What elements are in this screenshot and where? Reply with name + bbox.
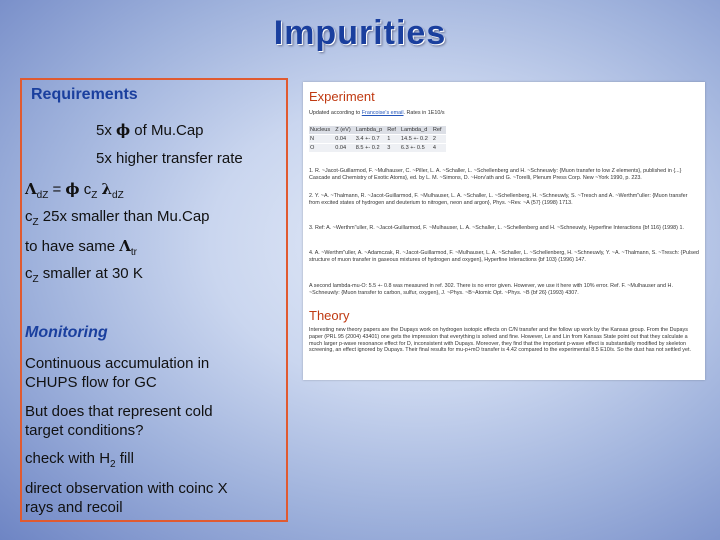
th-nucleus: Nucleus [309,126,334,135]
slide-title: Impurities [273,14,447,52]
cell: 1 [386,135,400,144]
monitoring-heading: Monitoring [25,324,108,341]
th-z: Z (eV) [334,126,355,135]
table-row [309,135,446,144]
cell: 0.04 [334,144,355,153]
email-link[interactable]: Francoise's email [361,110,404,116]
cell: 4 [432,144,446,153]
reference-1: 1. R. ~Jacot-Guillarmod, F. ~Mulhauser, C. ~Piller, L. A. ~Schaller, L. ~Schellenberg and H. ~Schneuwly: {Muon transfer to low Z elements}, published in {...} Cascade and Chemistry of Exotic Atoms}, ed. by L. M. ~Simons, D. ~Horv'ath and G. ~Torelli, Plenum Press Corp. New ~York 1990, p. 223. [309,168,682,181]
theory-heading: Theory [309,308,350,323]
cz-30k-line: $c_Z$ smaller at 30 K [25,265,143,285]
cell: 6.3 +- 0.5 [400,144,432,153]
impurity-table [309,126,446,153]
cell: 3.4 +- 0.7 [355,135,386,144]
th-ref: Ref [386,126,400,135]
monitoring-line-2: But does that represent cold target conditions? [25,403,213,439]
th-lambda-d: Lambda_d [400,126,432,135]
cell: O [309,144,334,153]
same-rate-line: to have same $\Lambda_{tr}$ [25,237,137,258]
table-row [309,144,446,153]
cell: 14.5 +- 0.2 [400,135,432,144]
cell: 0.04 [334,135,355,144]
theory-text: Interesting new theory papers are the Dupays work on hydrogen isotopic effects on C/N transfer and the follow up work by the Kansas group. From the Dupays paper (PRL 95 (2004) 43401) one gets the impression that everything is solved and fine. However, Le and Lin from Kansas State point out that they calculate a much larger p-wave resonance effect for D, inconsistent with Dupays. Moreover, they find that the important p-wave effect is substantially modified by skeleton screening, an effect ignored by Dupays. Their final results for mu-p+mO transfer is 4.42 compared to the experimental 8.5 E10/s. So the dust has not settled yet. [309,327,691,354]
th-lambda-p: Lambda_p [355,126,386,135]
reference-4: 4. A. ~Werthm"uller, A. ~Adamczak, R. ~Jacot-Guillarmod, F. ~Mulhauser, L. A. ~Schaller, L. ~Schellenberg, H. ~Schneuwly, Y. ~A. ~Thalmann, S. ~Tresch: {Pulsed structure of muon transfer in gaseous mixtures of hydrogen and oxygen}, Hyperfine Interactions {bf 103} (1996) 147. [309,250,699,263]
table-header-row [309,126,446,135]
req-phi-line: 5x ϕ of Mu.Cap [96,121,204,139]
experiment-heading: Experiment [309,89,375,104]
cell: 3 [386,144,400,153]
requirements-heading: Requirements [31,86,138,103]
th-ref-2: Ref [432,126,446,135]
cell: 2 [432,135,446,144]
experiment-footnote: A second lambda-mu-O: 5.5 +- 0.8 was measured in ref. 302. There is no error given. However, we use it here with 10% error. Ref. F. ~Mulhauser and H. ~Schneuwly: {Muon transfer to carbon, sulfur, oxygen}, J. ~Phys. ~B~Atomic Opt. ~Phys. ~B {bf 26} (1993) 4307. [309,283,673,296]
cz-smaller-line: $c_Z$ 25x smaller than Mu.Cap [25,208,210,228]
monitoring-line-4: direct observation with coinc X rays and recoil [25,480,228,516]
monitoring-line-1: Continuous accumulation in CHUPS flow for GC [25,355,210,391]
cell: 8.5 +- 0.2 [355,144,386,153]
webpage-screenshot-panel [303,82,705,380]
reference-3: 3. Ref: A. ~Werthm"uller, R. ~Jacot-Guillarmod, F. ~Mulhauser, L. A. ~Schaller, L. ~Schellenberg and H. ~Schneuwly, Hyperfine Interactions {bf 116} (1998) 1. [309,225,684,231]
monitoring-line-3: check with $H_2$ fill [25,450,134,470]
rate-formula: $\Lambda_{dZ} = \phi$ $c_Z$ $\lambda_{dZ}$ [25,180,124,201]
cell: N [309,135,334,144]
reference-2: 2. Y. ~A. ~Thalmann, R. ~Jacot-Guillarmod, F. ~Mulhauser, L. A. ~Schaller, L. ~Schellenberg, H. ~Schneuwly, S. ~Tresch and A. ~Werthm"uller: {Muon transfer from excited states of hydrogen and deuterium to nitrogen, neon and argon}, Phys. ~Rev. ~A {57} (1998) 1713. [309,193,688,206]
req-transfer-rate: 5x higher transfer rate [96,150,243,167]
experiment-updated-note: Updated according to Francoise's email. Rates in 1E10/s [309,110,445,116]
